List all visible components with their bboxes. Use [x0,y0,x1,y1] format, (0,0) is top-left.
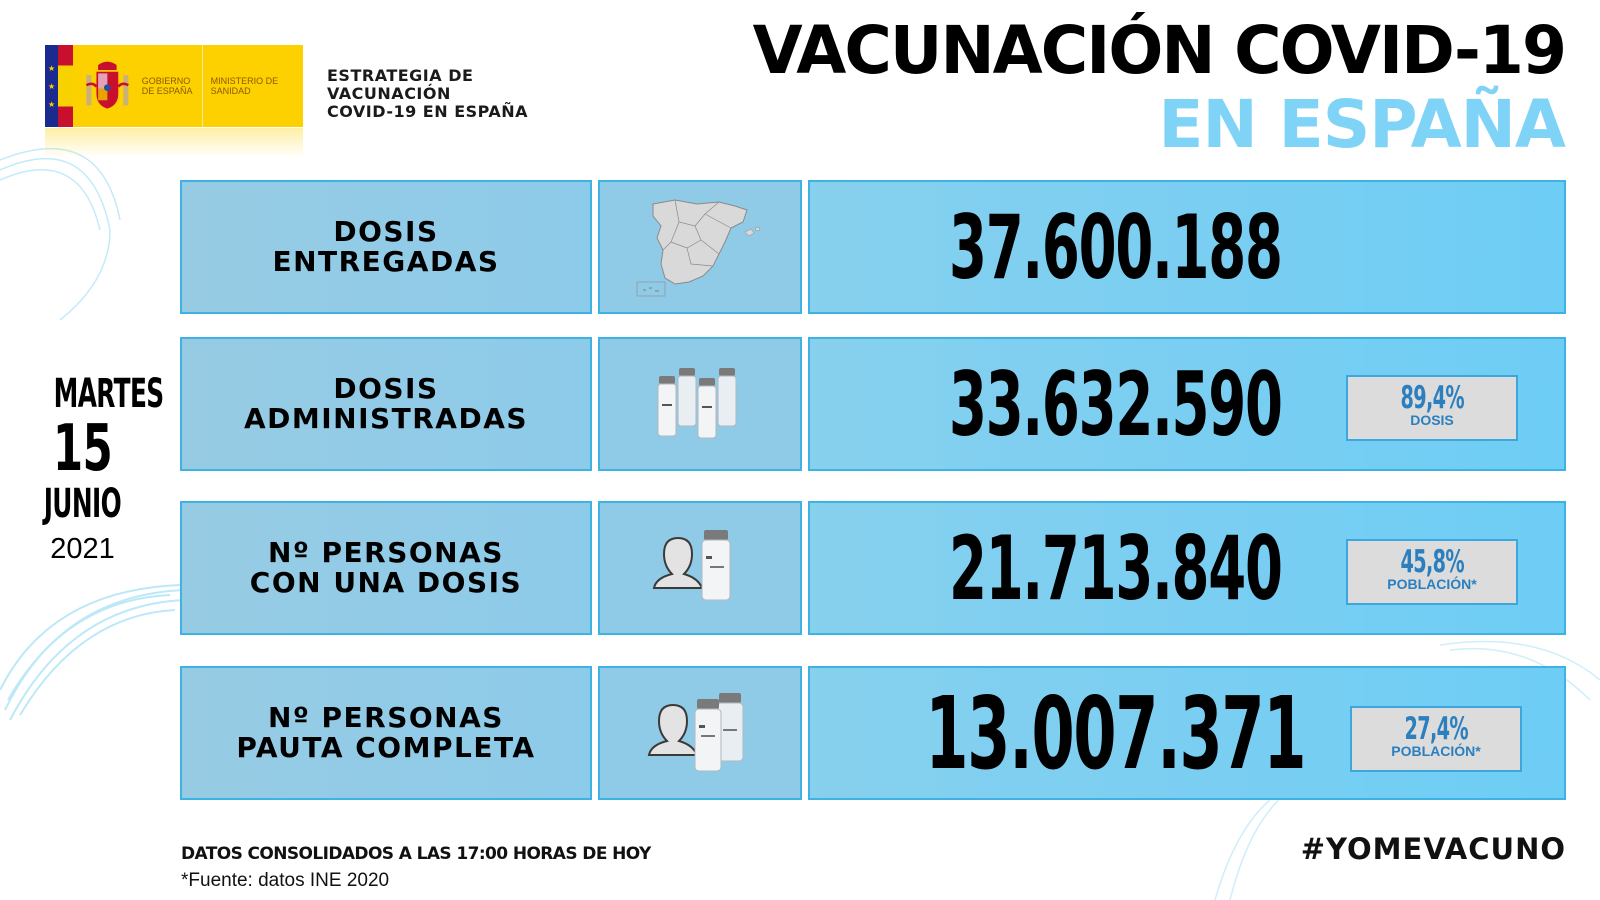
page-title: VACUNACIÓN COVID-19 [752,12,1565,89]
strategy-heading: ESTRATEGIA DE VACUNACIÓN COVID-19 EN ESPAÑA [327,66,529,121]
stat-label-cell: Nº PERSONAS PAUTA COMPLETA [180,666,592,800]
stat-row-dosis-administradas [180,337,1566,471]
stat-value: 21.713.840 [948,516,1282,620]
stat-value: 33.632.590 [948,352,1282,456]
percentage-label: POBLACIÓN* [1391,743,1481,759]
percentage-value: 27,4% [1404,711,1468,747]
gobierno-ministerio-logo [45,45,303,127]
person-one-vial-icon [650,528,750,608]
date-weekday: MARTES [53,371,164,417]
percentage-value: 45,8% [1400,544,1464,580]
stat-icon-cell [598,666,802,800]
person-two-vials-icon [645,691,755,775]
logo-reflection [45,128,303,158]
percentage-badge [1346,375,1518,441]
consolidated-data-note: DATOS CONSOLIDADOS A LAS 17:00 HORAS DE HOY [181,844,651,864]
decorative-swirl-left-top [0,130,130,330]
percentage-label: POBLACIÓN* [1387,576,1477,592]
stat-row-personas-una-dosis [180,501,1566,635]
stat-label-cell: Nº PERSONAS CON UNA DOSIS [180,501,592,635]
decorative-swirl-top [300,0,660,60]
stat-icon-cell [598,501,802,635]
decorative-swirl-left-bottom [0,570,190,720]
campaign-hashtag: #YOMEVACUNO [1300,832,1566,866]
stat-row-dosis-entregadas [180,180,1566,314]
date-month: JUNIO [43,481,122,527]
stat-icon-cell [598,337,802,471]
stat-value-cell [808,666,1566,800]
vaccine-vials-icon [655,364,745,444]
spain-map-icon [635,192,765,302]
percentage-badge [1346,539,1518,605]
stat-row-personas-pauta-completa [180,666,1566,800]
page-subtitle: EN ESPAÑA [1158,86,1565,163]
stat-value: 13.007.371 [925,674,1305,792]
date-day: 15 [52,412,113,486]
stat-value-cell [808,180,1566,314]
coat-of-arms-icon [83,55,132,117]
stat-label-cell: DOSIS ENTREGADAS [180,180,592,314]
percentage-label: DOSIS [1410,412,1454,428]
stat-icon-cell [598,180,802,314]
report-date [20,371,164,570]
date-year: 2021 [50,533,115,565]
source-note: *Fuente: datos INE 2020 [181,870,390,891]
stat-value-cell [808,337,1566,471]
percentage-value: 89,4% [1400,380,1464,416]
stat-label-cell: DOSIS ADMINISTRADAS [180,337,592,471]
ministerio-text: MINISTERIO DE SANIDAD [210,76,279,96]
gobierno-text: GOBIERNO DE ESPAÑA [141,76,193,96]
eu-spain-flag-strip: ★ ★ ★ [45,45,73,127]
stat-value-cell [808,501,1566,635]
stat-value: 37.600.188 [948,195,1282,299]
percentage-badge [1350,706,1522,772]
